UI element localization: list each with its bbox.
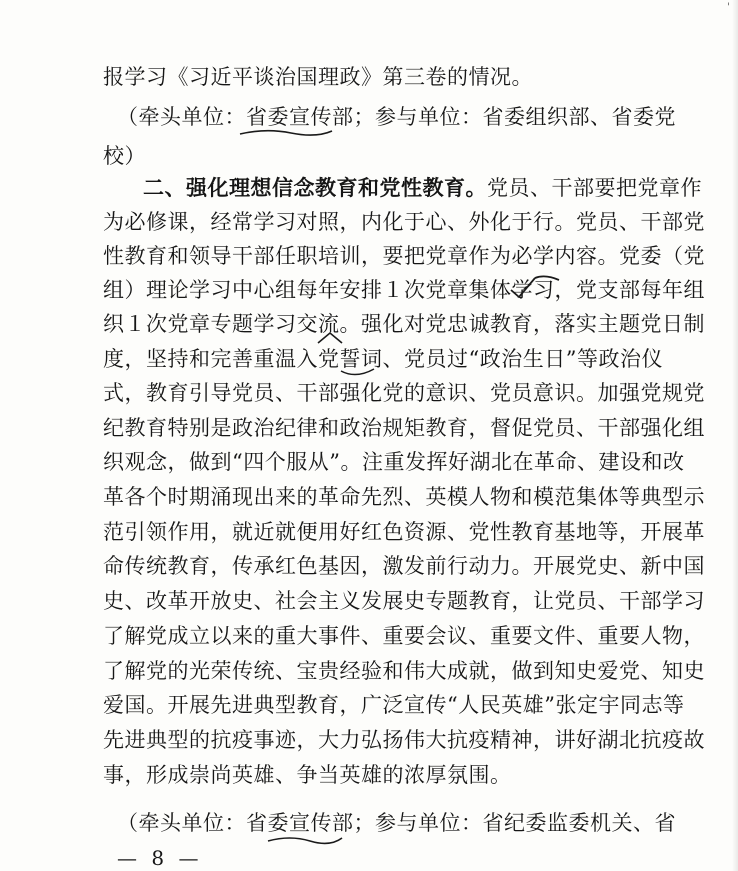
body-line: 了解党的光荣传统、宝贵经验和伟大成就，做到知史爱党、知史 [103, 659, 705, 683]
body-line: 爱国。开展先进典型教育，广泛宣传“人民英雄”张定宇同志等 [103, 693, 685, 717]
body-line: 革各个时期涌现出来的革命先烈、英模人物和模范集体等典型示 [103, 485, 705, 509]
body-line: 式，教育引导党员、干部强化党的意识、党员意识。加强党规党 [103, 381, 705, 405]
section-heading-line [143, 173, 702, 203]
body-line: 先进典型的抗疫事迹，大力弘扬伟大抗疫精神，讲好湖北抗疫故 [103, 728, 705, 752]
section-heading-rest: 党员、干部要把党章作 [487, 176, 702, 200]
body-line: 度，坚持和完善重温入党誓词、党员过“政治生日”等政治仪 [103, 347, 663, 371]
body-line: 范引领作用，就近就便用好红色资源、党性教育基地等，开展革 [103, 520, 705, 544]
body-line: 织观念，做到“四个服从”。注重发挥好湖北在革命、建设和改 [103, 450, 685, 474]
page-number: — 8 — [117, 846, 203, 870]
paragraph-line: 报学习《习近平谈治国理政》第三卷的情况。 [103, 65, 533, 89]
body-line: 命传统教育，传承红色基因，激发前行动力。开展党史、新中国 [103, 554, 705, 578]
corner-mark: ' [727, 2, 730, 13]
body-line: 组）理论学习中心组每年安排１次党章集体学习，党支部每年组 [103, 278, 705, 302]
body-line: 事，形成崇尚英雄、争当英雄的浓厚氛围。 [103, 763, 512, 787]
page-edge-shadow [732, 0, 738, 871]
responsibility-note-line: （牵头单位：省委宣传部；参与单位：省委组织部、省委党 [117, 105, 676, 129]
body-line: 织１次党章专题学习交流。强化对党忠诚教育，落实主题党日制 [103, 312, 705, 336]
body-line: 史、改革开放史、社会主义发展史专题教育，让党员、干部学习 [103, 589, 705, 613]
body-line: 为必修课，经常学习对照，内化于心、外化于行。党员、干部党 [103, 210, 705, 234]
section-heading: 二、强化理想信念教育和党性教育。 [143, 175, 487, 200]
body-line: 性教育和领导干部任职培训，要把党章作为必学内容。党委（党 [103, 244, 705, 268]
responsibility-note-line: 校） [103, 144, 146, 168]
responsibility-note-line: （牵头单位：省委宣传部；参与单位：省纪委监委机关、省 [117, 811, 676, 835]
body-line: 了解党成立以来的重大事件、重要会议、重要文件、重要人物， [103, 624, 705, 648]
body-line: 纪教育特别是政治纪律和政治规矩教育，督促党员、干部强化组 [103, 416, 705, 440]
